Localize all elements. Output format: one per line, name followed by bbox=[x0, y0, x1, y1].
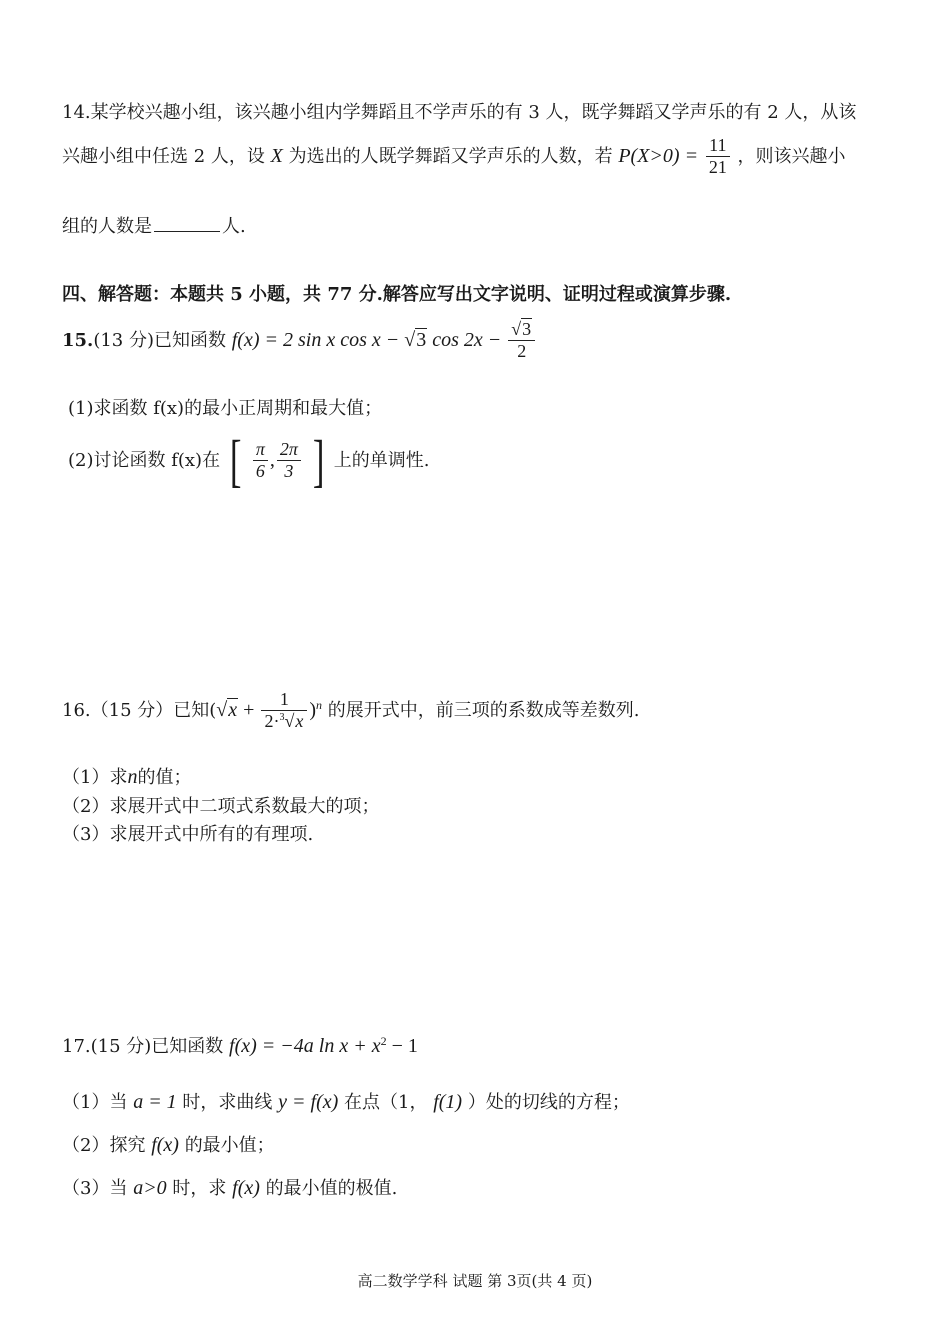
q14-fraction bbox=[706, 136, 730, 178]
q16-root-index: 3 bbox=[279, 711, 285, 723]
q14-line3 bbox=[62, 212, 246, 238]
q16-part3: （3）求展开式中所有的有理项. bbox=[62, 824, 314, 845]
q15-int-b-den: 3 bbox=[284, 460, 294, 481]
q16-sqrt-x: x bbox=[228, 699, 238, 722]
q16-intro: 16.（15 分）已知( bbox=[62, 700, 217, 722]
q17-intro: 17.(15 分)已知函数 bbox=[62, 1036, 224, 1057]
q14-line3-post: 人. bbox=[222, 216, 246, 237]
q17-p3-pre: （3）当 bbox=[62, 1178, 128, 1199]
q16-fraction bbox=[261, 690, 307, 732]
q15-interval-a bbox=[253, 440, 268, 482]
q17-p2-post: 的最小值； bbox=[184, 1135, 275, 1156]
q16-cbrt-x: x bbox=[295, 710, 304, 731]
q16-p1-post: 的值； bbox=[137, 767, 192, 788]
q17-p3-mid: 时，求 bbox=[172, 1178, 227, 1199]
q14-line2-post: ，则该兴趣小 bbox=[737, 146, 846, 168]
close-paren: ) bbox=[309, 699, 316, 722]
q16-exponent: n bbox=[316, 698, 322, 713]
q15-frac-num: √3 bbox=[508, 320, 535, 341]
q16-sqrt-sign: √ bbox=[216, 699, 228, 722]
q17-p2-f: f(x) bbox=[151, 1134, 179, 1156]
q17-p2-pre: （2）探究 bbox=[62, 1135, 146, 1156]
q16-frac-den-pre: 2· bbox=[264, 710, 280, 731]
q15-sqrt-sign: √ bbox=[404, 329, 416, 352]
q15-part2-post: 上的单调性. bbox=[333, 450, 430, 471]
comma: , bbox=[269, 449, 275, 471]
q16-var-n: n bbox=[127, 766, 138, 788]
q17-p1-post: ）处的切线的方程； bbox=[467, 1092, 630, 1113]
q15-part1: (1)求函数 f(x)的最小正周期和最大值； bbox=[68, 398, 383, 419]
q17-func-tail: − 1 bbox=[386, 1035, 418, 1057]
q14-line2-mid: 为选出的人既学舞蹈又学声乐的人数，若 bbox=[288, 146, 613, 168]
q17-func: f(x) = −4a ln x + x bbox=[229, 1035, 381, 1057]
q17-p1-pre: （1）当 bbox=[62, 1092, 128, 1113]
section-4-heading: 四、解答题：本题共 5 小题，共 77 分.解答应写出文字说明、证明过程或演算步骤. bbox=[62, 284, 732, 305]
right-bracket: ] bbox=[312, 428, 325, 493]
q15-frac-den: 2 bbox=[517, 340, 527, 361]
q15-func-rest: cos 2x − bbox=[427, 329, 507, 352]
q16-stem bbox=[62, 690, 639, 732]
q16-part1 bbox=[62, 763, 191, 789]
q15-sqrt3: 3 bbox=[416, 329, 427, 352]
q17-part1 bbox=[62, 1088, 630, 1114]
q16-frac-den: 2·$^3$√x bbox=[264, 710, 304, 731]
q15-stem bbox=[62, 320, 537, 362]
q16-frac-num: 1 bbox=[261, 690, 307, 711]
q15-interval-b bbox=[277, 440, 301, 482]
q15-func-lhs: f(x) = 2 sin x cos x − bbox=[231, 329, 405, 352]
q17-p1-f1: f(1) bbox=[433, 1091, 463, 1113]
q14-var-x: X bbox=[270, 145, 283, 168]
q15-intro: (13 分)已知函数 bbox=[93, 330, 226, 352]
q17-stem bbox=[62, 1032, 418, 1058]
q14-line2 bbox=[62, 136, 846, 178]
q16-p1-pre: （1）求 bbox=[62, 767, 128, 788]
q15-part2-pre: (2)讨论函数 f(x)在 bbox=[68, 450, 221, 471]
q15-frac-num-val: 3 bbox=[522, 319, 532, 339]
q15-part2 bbox=[68, 428, 430, 493]
q14-line2-pre: 兴趣小组中任选 2 人，设 bbox=[62, 146, 265, 168]
q15-number: 15. bbox=[62, 330, 94, 352]
q14-line3-pre: 组的人数是 bbox=[62, 216, 152, 237]
page-footer: 高二数学学科 试题 第 3页(共 4 页) bbox=[357, 1272, 593, 1290]
q17-p1-curve: y = f(x) bbox=[278, 1091, 339, 1113]
q17-part2 bbox=[62, 1131, 275, 1157]
q17-p1-cond: a = 1 bbox=[133, 1091, 177, 1113]
q17-p1-mid: 时，求曲线 bbox=[182, 1092, 273, 1113]
q14-frac-den: 21 bbox=[708, 156, 727, 177]
q14-line1: 14.某学校兴趣小组，该兴趣小组内学舞蹈且不学声乐的有 3 人，既学舞蹈又学声乐的有 2 人，从该 bbox=[62, 102, 857, 123]
q15-fraction bbox=[508, 320, 535, 362]
q17-p3-cond: a>0 bbox=[133, 1177, 167, 1199]
q14-prob: P(X>0) = bbox=[618, 145, 699, 168]
plus-sign: + bbox=[238, 699, 260, 722]
q14-frac-num: 11 bbox=[706, 136, 730, 157]
q15-int-a-num: π bbox=[253, 440, 268, 461]
q17-p1-pt: 在点（1， bbox=[344, 1092, 428, 1113]
q17-func-exp: 2 bbox=[380, 1034, 387, 1048]
q16-part2: （2）求展开式中二项式系数最大的项； bbox=[62, 796, 380, 817]
q17-p3-f: f(x) bbox=[232, 1177, 260, 1199]
q15-int-b-num: 2π bbox=[277, 440, 301, 461]
answer-blank[interactable] bbox=[154, 215, 220, 232]
q17-p3-post: 的最小值的极值. bbox=[265, 1178, 398, 1199]
q16-tail: 的展开式中，前三项的系数成等差数列. bbox=[327, 700, 640, 722]
q15-int-a-den: 6 bbox=[255, 460, 265, 481]
left-bracket: [ bbox=[229, 428, 242, 493]
q17-part3 bbox=[62, 1174, 397, 1200]
